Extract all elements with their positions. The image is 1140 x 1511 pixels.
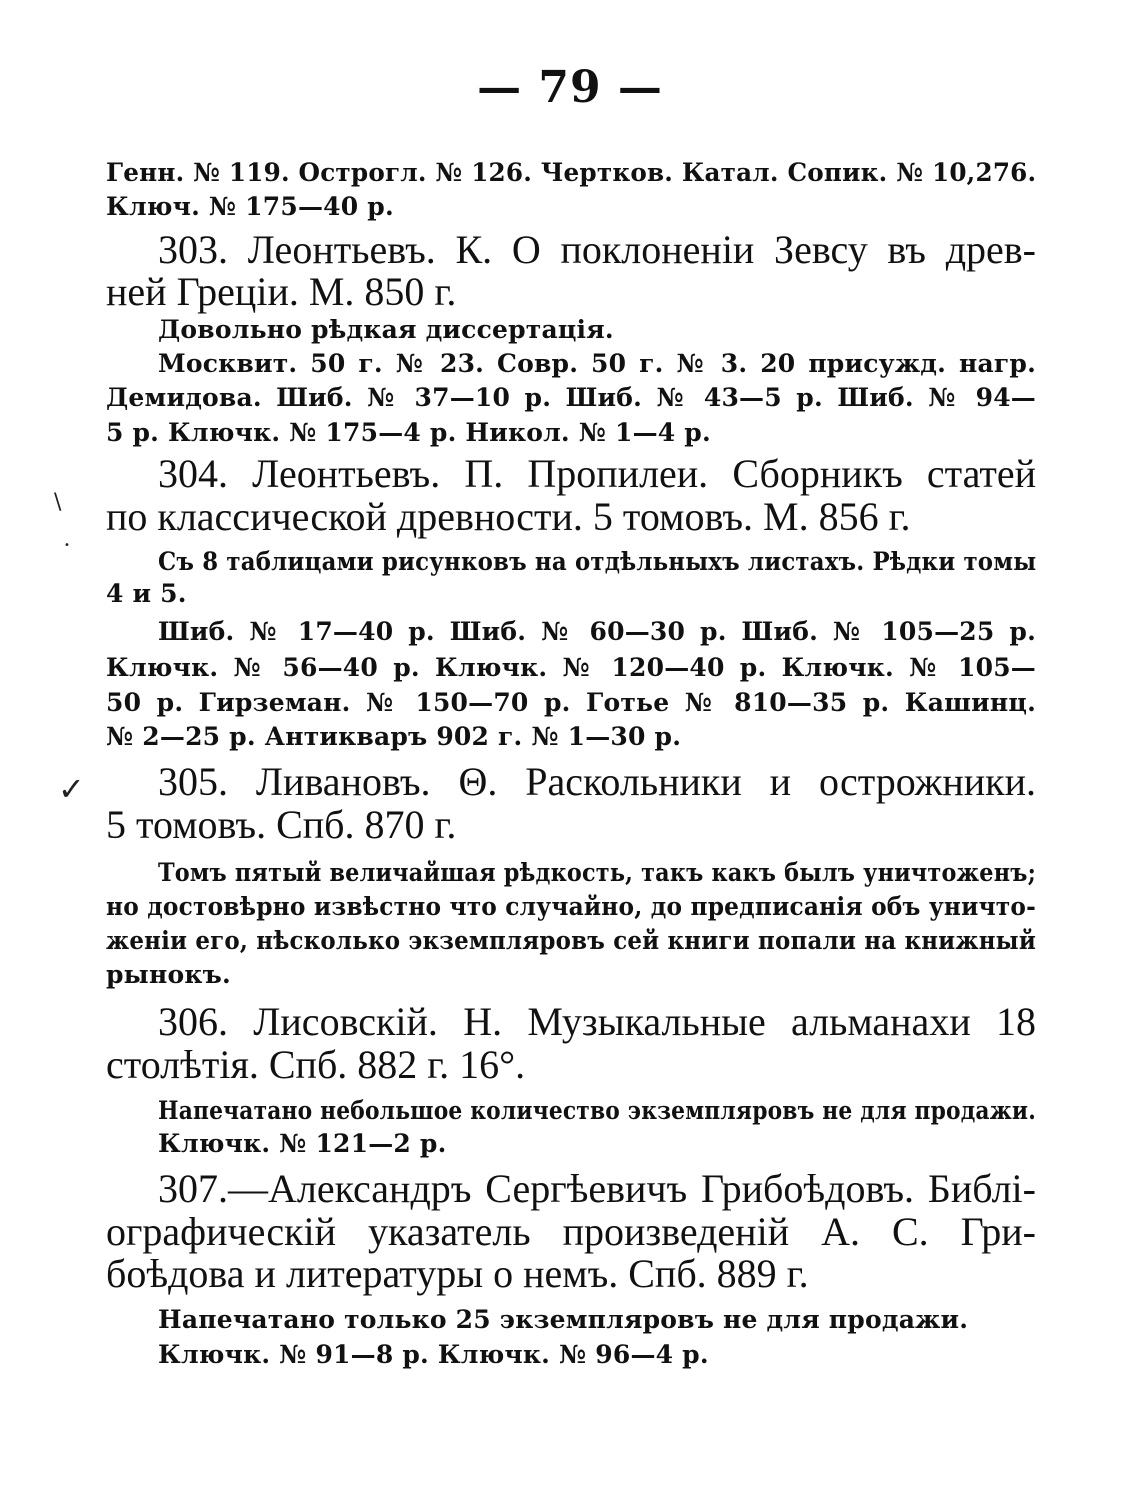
entry-307-refs: Ключк. № 91—8 р. Ключк. № 96—4 р. — [158, 1340, 709, 1369]
entry-305-note: Томъ пятый величайшая рѣдкость, такъ какъ былъ уничтоженъ; — [158, 858, 1037, 887]
entry-303-title: 303. Леонтьевъ. К. О поклоненiи Зевсу въ древ- — [158, 227, 1036, 272]
entry-303-refs: Демидова. Шиб. № 37—10 р. Шиб. № 43—5 р. Шиб. № 94— — [106, 383, 1036, 412]
entry-304-note: 4 и 5. — [106, 579, 187, 608]
entry-304-refs: Ключк. № 56—40 р. Ключк. № 120—40 р. Ключк. № 105— — [106, 653, 1036, 682]
text-line: Ключ. № 175—40 р. — [106, 192, 394, 221]
entry-305-title: 5 томовъ. Спб. 870 г. — [106, 802, 457, 847]
entry-304-title: по классической древности. 5 томовъ. М. 856 г. — [106, 494, 911, 539]
entry-307-title: 307.—Александръ Сергѣевичъ Грибоѣдовъ. Библi- — [158, 1166, 1036, 1211]
check-mark-icon: ✓ — [58, 770, 85, 808]
entry-307-title: ографическiй указатель произведенiй А. С. Гри- — [106, 1209, 1036, 1254]
entry-306-title: 306. Лисовскiй. Н. Музыкальные альманахи 18 — [158, 999, 1036, 1044]
entry-306-note: Напечатано небольшое количество экземпляровъ не для продажи. — [158, 1096, 1036, 1125]
entry-303-title: ней Грецiи. М. 850 г. — [106, 269, 457, 314]
entry-306-title: столѣтiя. Спб. 882 г. 16°. — [106, 1042, 526, 1087]
entry-304-refs: № 2—25 р. Антикваръ 902 г. № 1—30 р. — [106, 722, 682, 751]
entry-304-refs: Шиб. № 17—40 р. Шиб. № 60—30 р. Шиб. № 105—25 р. — [158, 617, 1036, 646]
entry-304-title: 304. Леонтьевъ. П. Пропилеи. Сборникъ статей — [158, 451, 1036, 496]
entry-307-note: Напечатано только 25 экземпляровъ не для продажи. — [158, 1305, 969, 1334]
entry-303-refs: Москвит. 50 г. № 23. Совр. 50 г. № 3. 20 присужд. нагр. — [158, 349, 1036, 378]
entry-303-note: Довольно рѣдкая диссертацiя. — [158, 315, 614, 344]
entry-304-refs: 50 р. Гирземан. № 150—70 р. Готье № 810—35 р. Кашинц. — [106, 688, 1036, 717]
entry-305-note: но достовѣрно извѣстно что случайно, до предписанiя объ уничто- — [106, 892, 1036, 921]
entry-305-title: 305. Ливановъ. Θ. Раскольники и острожники. — [158, 759, 1036, 804]
entry-307-title: боѣдова и литературы о немъ. Спб. 889 г. — [106, 1251, 809, 1296]
entry-306-refs: Ключк. № 121—2 р. — [158, 1129, 447, 1158]
entry-305-note: рынокъ. — [106, 960, 231, 989]
page-number: — 79 — — [477, 62, 663, 113]
check-mark-icon: \ — [54, 490, 62, 515]
dot-mark-icon: • — [64, 540, 70, 551]
entry-305-note: женiи его, нѣсколько экземпляровъ сей книги попали на книжный — [106, 926, 1037, 955]
text-line: Генн. № 119. Острогл. № 126. Чертков. Катал. Сопик. № 10,276. — [106, 158, 1037, 187]
entry-303-refs: 5 р. Ключк. № 175—4 р. Никол. № 1—4 р. — [106, 418, 711, 447]
entry-304-note: Съ 8 таблицами рисунковъ на отдѣльныхъ листахъ. Рѣдки томы — [158, 547, 1037, 576]
